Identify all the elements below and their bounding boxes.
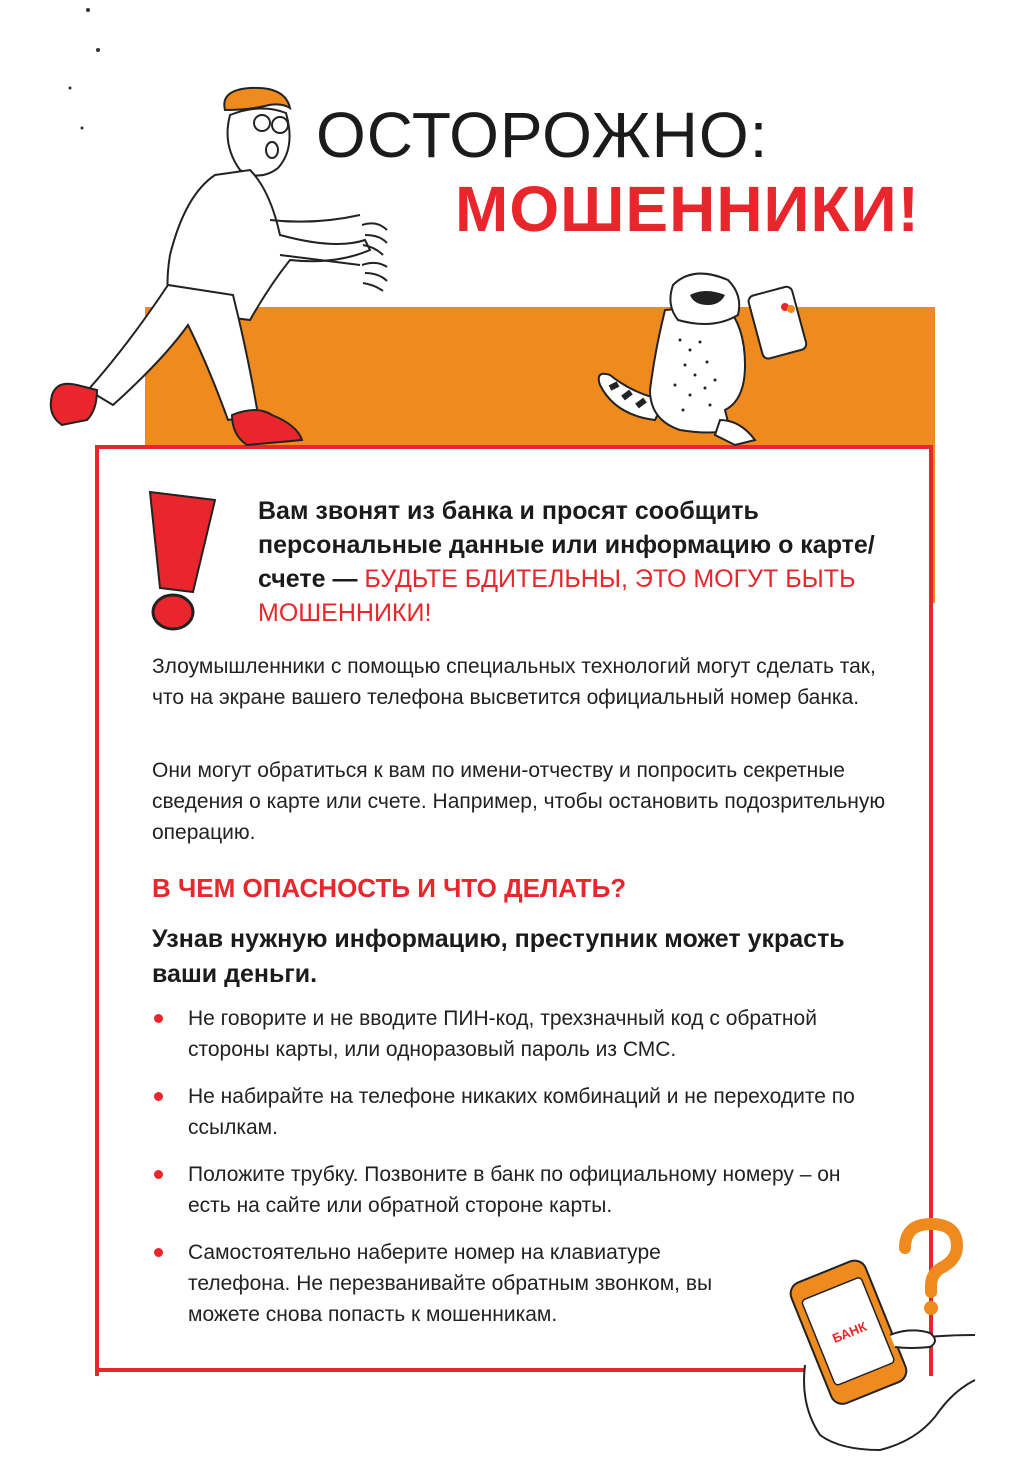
paragraph-personal-request: Они могут обратиться к вам по имени-отчеству и попросить секретные сведения о карте или счете. Например, чтобы остановить подозрительную операцию. — [152, 759, 886, 844]
tip-text: Не говорите и не вводите ПИН-код, трехзначный код с обратной стороны карты, или одноразовый пароль из СМС. — [188, 1007, 817, 1061]
list-item — [152, 1081, 872, 1143]
info-card-bottom-border — [95, 1368, 805, 1372]
tip-text: Положите трубку. Позвоните в банк по официальному номеру – он есть на сайте или обратной стороне карты. — [188, 1163, 841, 1217]
bullet-icon — [154, 1014, 163, 1023]
bank-card-icon — [750, 285, 810, 365]
list-item — [152, 1003, 872, 1065]
phone-icon — [785, 1245, 985, 1455]
bullet-icon — [154, 1170, 163, 1179]
tips-list — [152, 1003, 872, 1346]
page-title-line2: МОШЕННИКИ! — [455, 173, 920, 245]
warning-lead-red: БУДЬТЕ БДИТЕЛЬНЫ, ЭТО МОГУТ БЫТЬ МОШЕННИКИ! — [258, 565, 856, 627]
list-item — [152, 1237, 872, 1330]
tip-text: Не набирайте на телефоне никаких комбинаций и не переходите по ссылкам. — [188, 1085, 855, 1139]
exclamation-icon — [140, 487, 220, 637]
danger-heading: В ЧЕМ ОПАСНОСТЬ И ЧТО ДЕЛАТЬ? — [152, 873, 627, 903]
warning-lead — [258, 494, 878, 630]
warning-lead-bold: Вам звонят из банка и просят сообщить персональные данные или информацию о карте/счете — — [258, 497, 875, 593]
bullet-icon — [154, 1092, 163, 1101]
page-title-line1: ОСТОРОЖНО: — [316, 99, 769, 171]
danger-summary: Узнав нужную информацию, преступник может украсть ваши деньги. — [152, 925, 845, 988]
phone-screen-label: БАНК — [830, 1318, 869, 1347]
scan-specks — [60, 0, 110, 140]
paragraph-spoofing: Злоумышленники с помощью специальных технологий могут сделать так, что на экране вашего телефона высветится официальный номер банка. — [152, 655, 876, 709]
tip-text: Самостоятельно наберите номер на клавиатуре телефона. Не перезванивайте обратным звонком, вы можете снова попасть к мошенникам. — [188, 1241, 713, 1326]
bullet-icon — [154, 1248, 163, 1257]
list-item — [152, 1159, 872, 1221]
